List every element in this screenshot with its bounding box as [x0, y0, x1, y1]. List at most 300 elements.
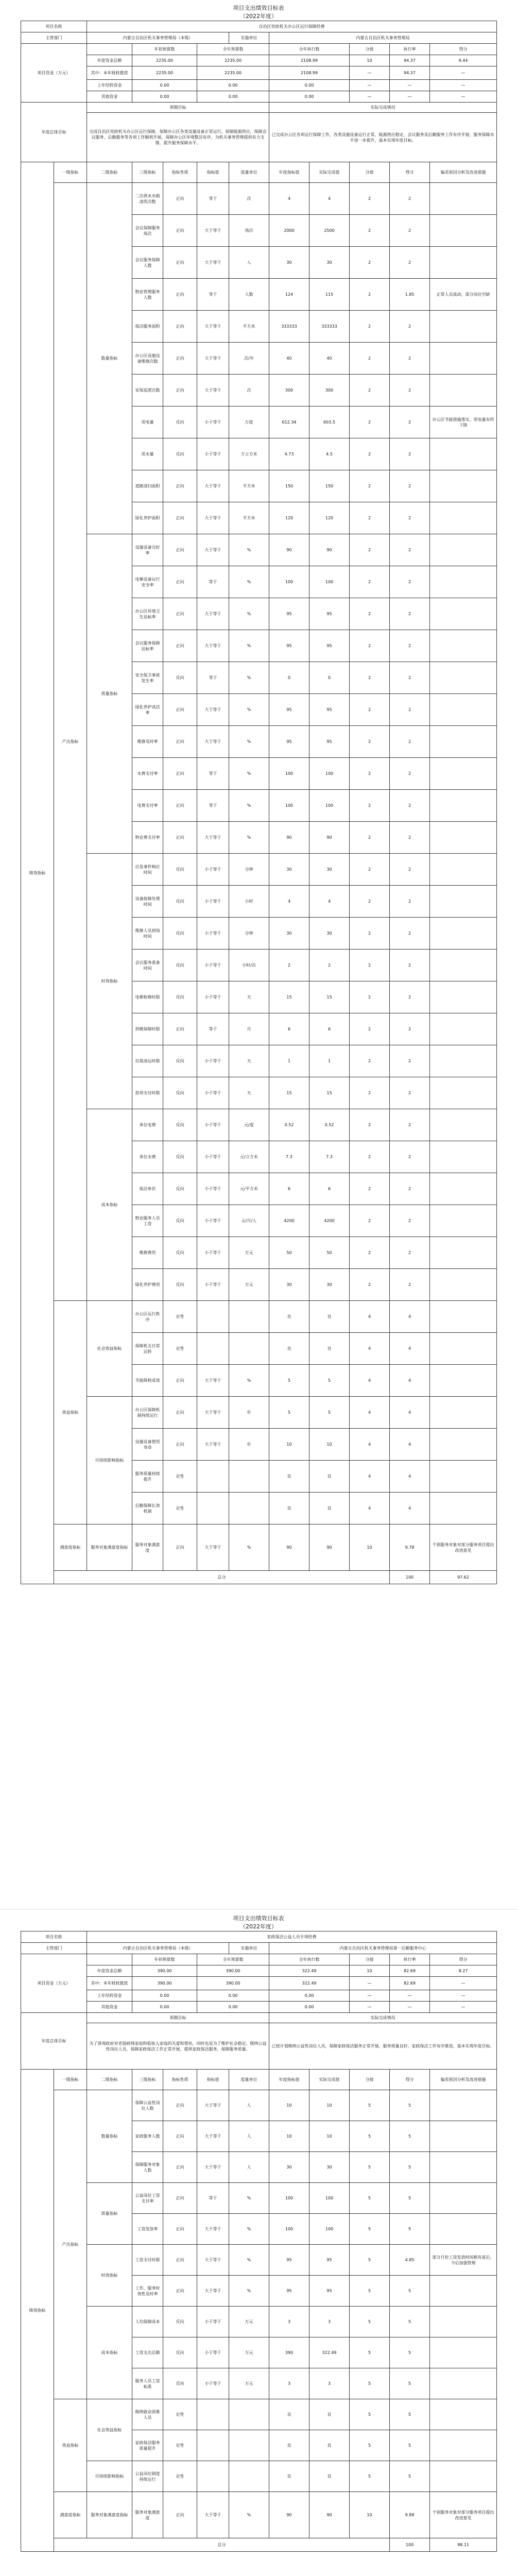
indicator-score: 4 [390, 1365, 430, 1397]
indicator-unit: 人 [229, 2121, 269, 2152]
indicator-nature: 正向 [163, 2492, 197, 2538]
indicator-operator [197, 1301, 229, 1333]
funds-value: — [390, 1990, 430, 2002]
indicator-nature: 正向 [163, 1365, 197, 1397]
indicator-operator: 等于 [197, 662, 229, 694]
indicator-unit: 元/立方米 [229, 1141, 269, 1173]
deviation-reason: 个别服务对象对部分服务项目提出改进意见 [430, 1524, 497, 1571]
level1-indicator: 效益指标 [54, 2399, 87, 2492]
indicator-operator: 大于等于 [197, 1524, 229, 1571]
indicator-name: 二次供水水箱清洗次数 [132, 183, 163, 215]
indicator-unit: 月 [229, 1013, 269, 1045]
indicator-target: 良 [269, 1493, 309, 1524]
deviation-reason: 办公区节能措施落实，用电量有所下降 [430, 406, 497, 438]
level2-indicator: 数量指标 [87, 183, 132, 534]
indicator-target: 良 [269, 2399, 309, 2430]
funds-header: 分值 [350, 1954, 390, 1965]
indicator-actual: 良 [309, 1461, 350, 1493]
indicator-actual: 4 [309, 183, 350, 215]
indicator-nature: 正向 [163, 790, 197, 822]
indicator-operator: 小于等于 [197, 2307, 229, 2337]
level2-indicator: 时效指标 [87, 854, 132, 1109]
funds-header: 全年执行数 [269, 44, 350, 55]
funds-value: 390.00 [197, 1965, 269, 1977]
indicator-name: 保洁单价 [132, 1173, 163, 1205]
indicator-unit [229, 1461, 269, 1493]
indicator-unit: 次/年 [229, 343, 269, 375]
indicator-target: 95 [269, 598, 309, 630]
indicator-score: 2 [390, 854, 430, 886]
indicator-unit: 人数 [229, 279, 269, 311]
indicator-unit: % [229, 598, 269, 630]
indicator-operator: 大于等于 [197, 1365, 229, 1397]
indicator-unit: 次 [229, 375, 269, 406]
indicator-target: 100 [269, 790, 309, 822]
indicator-actual: 10 [309, 1429, 350, 1461]
expected-goal-text: 为了体现政府对老弱病残家庭和低收入家庭的关爱和帮扶，同时也是为了维护社会稳定，吸纳公益性岗位人员，保障家政保洁工作正常开展，提供家政保洁服务，保障服务质量。 [87, 2023, 269, 2070]
indicator-score: 2 [390, 247, 430, 279]
indicator-name: 绿化养护费用 [132, 1269, 163, 1301]
indicator-operator: 大于等于 [197, 247, 229, 279]
indicator-score: 5 [390, 2368, 430, 2399]
indicator-score: 4.85 [390, 2245, 430, 2276]
indicator-actual: 良 [309, 2399, 350, 2430]
funds-value: 94.37 [390, 55, 430, 66]
indicator-nature: 反向 [163, 1077, 197, 1109]
indicator-nature: 正向 [163, 2245, 197, 2276]
deviation-reason [430, 2152, 497, 2183]
indicator-nature: 正向 [163, 470, 197, 502]
indicator-unit: 天 [229, 1045, 269, 1077]
indicator-name: 公益岗位工资支付率 [132, 2183, 163, 2214]
indicator-target: 90 [269, 822, 309, 854]
indicator-target: 15 [269, 1077, 309, 1109]
indicator-actual: 1 [309, 1045, 350, 1077]
indicator-name: 家政保洁服务质量提升 [132, 2430, 163, 2461]
indicator-score: 2 [390, 981, 430, 1013]
indicator-name: 道路清扫面积 [132, 470, 163, 502]
deviation-reason [430, 790, 497, 822]
sheet-2 [21, 1914, 496, 2552]
indicator-weight: 2 [350, 279, 390, 311]
deviation-reason [430, 1109, 497, 1141]
deviation-reason [430, 2461, 497, 2492]
funds-value: — [350, 66, 390, 80]
indicator-weight: 2 [350, 183, 390, 215]
indicator-score: 2 [390, 886, 430, 918]
indicator-nature: 正向 [163, 343, 197, 375]
indicator-target: 95 [269, 2276, 309, 2307]
deviation-reason [430, 311, 497, 343]
deviation-reason [430, 1205, 497, 1237]
indicator-operator: 小于等于 [197, 950, 229, 981]
indicator-operator: 大于等于 [197, 1397, 229, 1429]
indicator-actual: 6 [309, 1173, 350, 1205]
indicator-weight: 2 [350, 502, 390, 534]
funds-header: 全年预算数 [197, 44, 269, 55]
indicator-actual: 15 [309, 1077, 350, 1109]
indicator-nature: 反向 [163, 662, 197, 694]
indicator-header: 实际完成值 [309, 2070, 350, 2090]
indicator-unit: 人 [229, 247, 269, 279]
indicator-score: 2 [390, 1205, 430, 1237]
funds-label: 项目资金（万元） [21, 44, 87, 103]
indicator-operator: 小于等于 [197, 1077, 229, 1109]
indicator-operator: 小于等于 [197, 918, 229, 950]
indicator-actual: 120 [309, 502, 350, 534]
indicator-unit [229, 1333, 269, 1365]
impl-unit-value: 内蒙古自治区机关事务管理局 [269, 32, 497, 44]
funds-header: 年初预算数 [132, 44, 197, 55]
indicator-weight: 5 [350, 2245, 390, 2276]
dept-value: 内蒙古自治区机关事务管理局（本级） [87, 1943, 229, 1954]
indicator-name: 绿化养护成活率 [132, 694, 163, 726]
total-score: 98.11 [430, 2538, 497, 2552]
indicator-target: 6 [269, 1013, 309, 1045]
level2-indicator: 成本指标 [87, 1109, 132, 1301]
indicator-unit: 小时/次 [229, 950, 269, 981]
indicator-actual: 100 [309, 790, 350, 822]
indicator-score: 2 [390, 918, 430, 950]
funds-value: 0.00 [197, 2002, 269, 2013]
funds-value: — [390, 2002, 430, 2013]
indicator-score: 2 [390, 1173, 430, 1205]
indicator-operator [197, 2461, 229, 2492]
indicator-actual: 90 [309, 534, 350, 566]
indicator-header: 一级指标 [54, 162, 87, 183]
indicator-score: 5 [390, 2090, 430, 2121]
indicator-nature: 正向 [163, 630, 197, 662]
indicator-score: 5 [390, 2399, 430, 2430]
indicator-score: 4 [390, 1333, 430, 1365]
indicator-unit: 元/月/人 [229, 1205, 269, 1237]
indicator-name: 办公区运行秩序 [132, 1301, 163, 1333]
funds-value: 390.00 [197, 1977, 269, 1990]
indicator-score: 2 [390, 726, 430, 758]
indicator-name: 单位水费 [132, 1141, 163, 1173]
indicator-weight: 2 [350, 1077, 390, 1109]
deviation-reason [430, 343, 497, 375]
indicator-operator: 小于等于 [197, 981, 229, 1013]
indicator-name: 绿化养护面积 [132, 502, 163, 534]
indicator-operator: 小于等于 [197, 1109, 229, 1141]
sheet-title: 项目支出绩效目标表 [233, 5, 284, 11]
deviation-reason [430, 2276, 497, 2307]
indicator-weight: 5 [350, 2121, 390, 2152]
indicator-target: 0.52 [269, 1109, 309, 1141]
indicator-nature: 反向 [163, 1205, 197, 1237]
indicator-nature: 正向 [163, 1397, 197, 1429]
indicator-weight: 5 [350, 2183, 390, 2214]
deviation-reason [430, 1141, 497, 1173]
indicator-actual: 95 [309, 694, 350, 726]
indicator-unit: % [229, 758, 269, 790]
indicator-nature: 正向 [163, 183, 197, 215]
level2-indicator: 可持续影响指标 [87, 1397, 132, 1524]
indicator-name: 应急事件响应时间 [132, 854, 163, 886]
indicator-nature: 反向 [163, 981, 197, 1013]
indicator-target: 100 [269, 758, 309, 790]
indicator-nature: 正向 [163, 215, 197, 247]
indicator-score: 2 [390, 790, 430, 822]
indicator-weight: 2 [350, 918, 390, 950]
funds-row-label: 其他资金 [87, 2002, 132, 2013]
indicator-name: 物业费支付率 [132, 822, 163, 854]
indicator-actual: 2500 [309, 215, 350, 247]
indicator-actual: 5 [309, 1365, 350, 1397]
indicator-score: 5 [390, 2430, 430, 2461]
indicator-nature: 正向 [163, 566, 197, 598]
indicator-operator: 大于等于 [197, 2152, 229, 2183]
funds-value: 322.49 [269, 1965, 350, 1977]
deviation-reason [430, 1333, 497, 1365]
funds-header: 执行率 [390, 44, 430, 55]
funds-value: 0.00 [197, 1990, 269, 2002]
indicator-operator: 小于等于 [197, 1237, 229, 1269]
indicator-unit: 万元 [229, 2337, 269, 2368]
funds-header: 年初预算数 [132, 1954, 197, 1965]
indicator-score: 4 [390, 1461, 430, 1493]
indicator-weight: 2 [350, 854, 390, 886]
dept-label: 主管部门 [21, 32, 87, 44]
funds-header: 全年执行数 [269, 1954, 350, 1965]
indicator-actual: 15 [309, 981, 350, 1013]
indicator-target: 4 [269, 183, 309, 215]
indicator-header: 指标值 [197, 2070, 229, 2090]
indicator-weight: 5 [350, 2152, 390, 2183]
deviation-reason [430, 534, 497, 566]
indicator-unit: 元/度 [229, 1109, 269, 1141]
indicator-actual: 100 [309, 2214, 350, 2245]
funds-value: 0.00 [197, 80, 269, 91]
indicator-unit: 平方米 [229, 470, 269, 502]
indicator-name: 会议服务准备时间 [132, 950, 163, 981]
deviation-reason: 部分月份工资发放时间稍有延后，今后加强管理 [430, 2245, 497, 2276]
indicator-operator: 大于等于 [197, 2214, 229, 2245]
indicator-actual: 3 [309, 2368, 350, 2399]
indicator-actual: 90 [309, 1524, 350, 1571]
funds-value: — [350, 80, 390, 91]
indicator-unit [229, 1301, 269, 1333]
indicator-target: 50 [269, 1237, 309, 1269]
indicator-actual: 40 [309, 343, 350, 375]
deviation-reason [430, 1461, 497, 1493]
deviation-reason [430, 1173, 497, 1205]
indicator-operator: 大于等于 [197, 2090, 229, 2121]
indicator-unit: 年 [229, 1397, 269, 1429]
indicator-score: 2 [390, 311, 430, 343]
indicator-actual: 4200 [309, 1205, 350, 1237]
indicator-score: 2 [390, 375, 430, 406]
indicator-nature: 反向 [163, 2368, 197, 2399]
indicator-score: 2 [390, 662, 430, 694]
indicator-unit: 人 [229, 2090, 269, 2121]
indicator-target: 120 [269, 502, 309, 534]
indicator-header: 得分 [390, 162, 430, 183]
indicator-score: 2 [390, 406, 430, 438]
indicator-operator: 小于等于 [197, 406, 229, 438]
project-name: 自治区党政机关办公区运行保障经费 [87, 21, 497, 32]
indicator-name: 工资支出总额 [132, 2337, 163, 2368]
indicator-header: 二级指标 [87, 162, 132, 183]
indicator-target: 良 [269, 1461, 309, 1493]
perf-label: 绩效指标 [21, 162, 54, 1584]
indicator-nature: 反向 [163, 1109, 197, 1141]
indicator-actual: 100 [309, 758, 350, 790]
funds-row-label: 年度资金总额 [87, 55, 132, 66]
level2-indicator: 社会效益指标 [87, 2399, 132, 2461]
indicator-operator: 小于等于 [197, 1269, 229, 1301]
indicator-target: 90 [269, 534, 309, 566]
deviation-reason [430, 1429, 497, 1461]
indicator-operator: 等于 [197, 758, 229, 790]
indicator-unit: % [229, 2183, 269, 2214]
indicator-weight: 4 [350, 1397, 390, 1429]
funds-value: — [430, 1990, 497, 2002]
funds-value: 94.37 [390, 66, 430, 80]
indicator-operator: 等于 [197, 279, 229, 311]
indicator-name: 安全保卫事故发生率 [132, 662, 163, 694]
indicator-target: 3 [269, 2307, 309, 2337]
level1-indicator: 满意度指标 [54, 1524, 87, 1571]
sheet-1 [21, 4, 496, 1584]
funds-value: 10 [350, 1965, 390, 1977]
indicator-nature: 反向 [163, 1237, 197, 1269]
indicator-weight: 10 [350, 1524, 390, 1571]
performance-table [21, 21, 497, 1584]
indicator-target: 30 [269, 1269, 309, 1301]
deviation-reason [430, 854, 497, 886]
indicator-unit: % [229, 630, 269, 662]
deviation-reason [430, 2430, 497, 2461]
indicator-actual: 3 [309, 2307, 350, 2337]
deviation-reason [430, 2337, 497, 2368]
actual-label: 实际完成情况 [269, 103, 497, 113]
indicator-weight: 2 [350, 598, 390, 630]
level2-indicator: 服务对象满意度指标 [87, 2492, 132, 2538]
indicator-weight: 2 [350, 822, 390, 854]
indicator-target: 333333 [269, 311, 309, 343]
indicator-score: 4 [390, 1493, 430, 1524]
indicator-name: 会议保障服务场次 [132, 215, 163, 247]
indicator-actual: 90 [309, 822, 350, 854]
indicator-score: 2 [390, 950, 430, 981]
indicator-name: 保洁服务面积 [132, 311, 163, 343]
indicator-score: 2 [390, 566, 430, 598]
indicator-unit: % [229, 822, 269, 854]
indicator-header: 分值 [350, 2070, 390, 2090]
indicator-nature: 正向 [163, 534, 197, 566]
indicator-actual: 6 [309, 1013, 350, 1045]
indicator-operator: 小于等于 [197, 2368, 229, 2399]
indicator-unit: % [229, 662, 269, 694]
deviation-reason [430, 662, 497, 694]
deviation-reason [430, 694, 497, 726]
funds-value: — [430, 66, 497, 80]
indicator-header: 偏差原因分析及改进措施 [430, 162, 497, 183]
indicator-actual: 300 [309, 375, 350, 406]
indicator-weight: 2 [350, 1205, 390, 1237]
level1-indicator: 产出指标 [54, 183, 87, 1301]
indicator-score: 2 [390, 438, 430, 470]
indicator-operator: 大于等于 [197, 598, 229, 630]
indicator-weight: 2 [350, 406, 390, 438]
deviation-reason [430, 566, 497, 598]
level2-indicator: 社会效益指标 [87, 1301, 132, 1397]
indicator-weight: 2 [350, 566, 390, 598]
perf-label: 绩效指标 [21, 2070, 54, 2552]
total-label: 总分 [54, 2538, 390, 2552]
indicator-score: 2 [390, 598, 430, 630]
indicator-header: 二级指标 [87, 2070, 132, 2090]
indicator-weight: 4 [350, 1333, 390, 1365]
indicator-name: 人均保障成本 [132, 2307, 163, 2337]
indicator-operator: 大于等于 [197, 343, 229, 375]
indicator-target: 95 [269, 630, 309, 662]
indicator-actual: 333333 [309, 311, 350, 343]
indicator-weight: 2 [350, 215, 390, 247]
funds-header: 分值 [350, 44, 390, 55]
page-divider [0, 1909, 517, 1910]
funds-value: — [390, 80, 430, 91]
indicator-weight: 2 [350, 662, 390, 694]
indicator-target: 3 [269, 2368, 309, 2399]
indicator-score: 2 [390, 630, 430, 662]
indicator-operator [197, 1493, 229, 1524]
indicator-operator: 等于 [197, 566, 229, 598]
indicator-target: 124 [269, 279, 309, 311]
indicator-nature: 反向 [163, 1173, 197, 1205]
indicator-unit: % [229, 2276, 269, 2307]
indicator-score: 9.78 [390, 1524, 430, 1571]
indicator-nature: 正向 [163, 1429, 197, 1461]
indicator-score: 2 [390, 502, 430, 534]
level2-indicator: 成本指标 [87, 2307, 132, 2399]
indicator-score: 2 [390, 470, 430, 502]
indicator-name: 保障服务对象人数 [132, 2152, 163, 2183]
indicator-name: 家政服务人数 [132, 2121, 163, 2152]
deviation-reason [430, 1237, 497, 1269]
deviation-reason [430, 1397, 497, 1429]
funds-value: 322.49 [269, 1977, 350, 1990]
level2-indicator: 质量指标 [87, 534, 132, 854]
indicator-actual: 0.52 [309, 1109, 350, 1141]
project-name: 家政保洁公益人员专项经费 [87, 1931, 497, 1943]
indicator-score: 4 [390, 1301, 430, 1333]
indicator-weight: 2 [350, 694, 390, 726]
indicator-unit: % [229, 2245, 269, 2276]
indicator-actual: 0 [309, 662, 350, 694]
indicator-unit: 元/平方米 [229, 1173, 269, 1205]
indicator-header: 指标值 [197, 162, 229, 183]
indicator-operator [197, 2430, 229, 2461]
level2-indicator: 时效指标 [87, 2245, 132, 2307]
indicator-target: 30 [269, 2152, 309, 2183]
funds-value: 390.00 [132, 1977, 197, 1990]
indicator-unit: 天 [229, 981, 269, 1013]
indicator-unit: % [229, 1524, 269, 1571]
indicator-name: 服务质量持续提升 [132, 1461, 163, 1493]
indicator-target: 150 [269, 470, 309, 502]
indicator-weight: 5 [350, 2214, 390, 2245]
indicator-name: 电费支付率 [132, 790, 163, 822]
indicator-actual: 良 [309, 2430, 350, 2461]
indicator-name: 安保巡逻次数 [132, 375, 163, 406]
indicator-operator [197, 1333, 229, 1365]
indicator-weight: 4 [350, 1301, 390, 1333]
sheet-title: 项目支出绩效目标表 [233, 1915, 284, 1922]
indicator-actual: 30 [309, 2152, 350, 2183]
